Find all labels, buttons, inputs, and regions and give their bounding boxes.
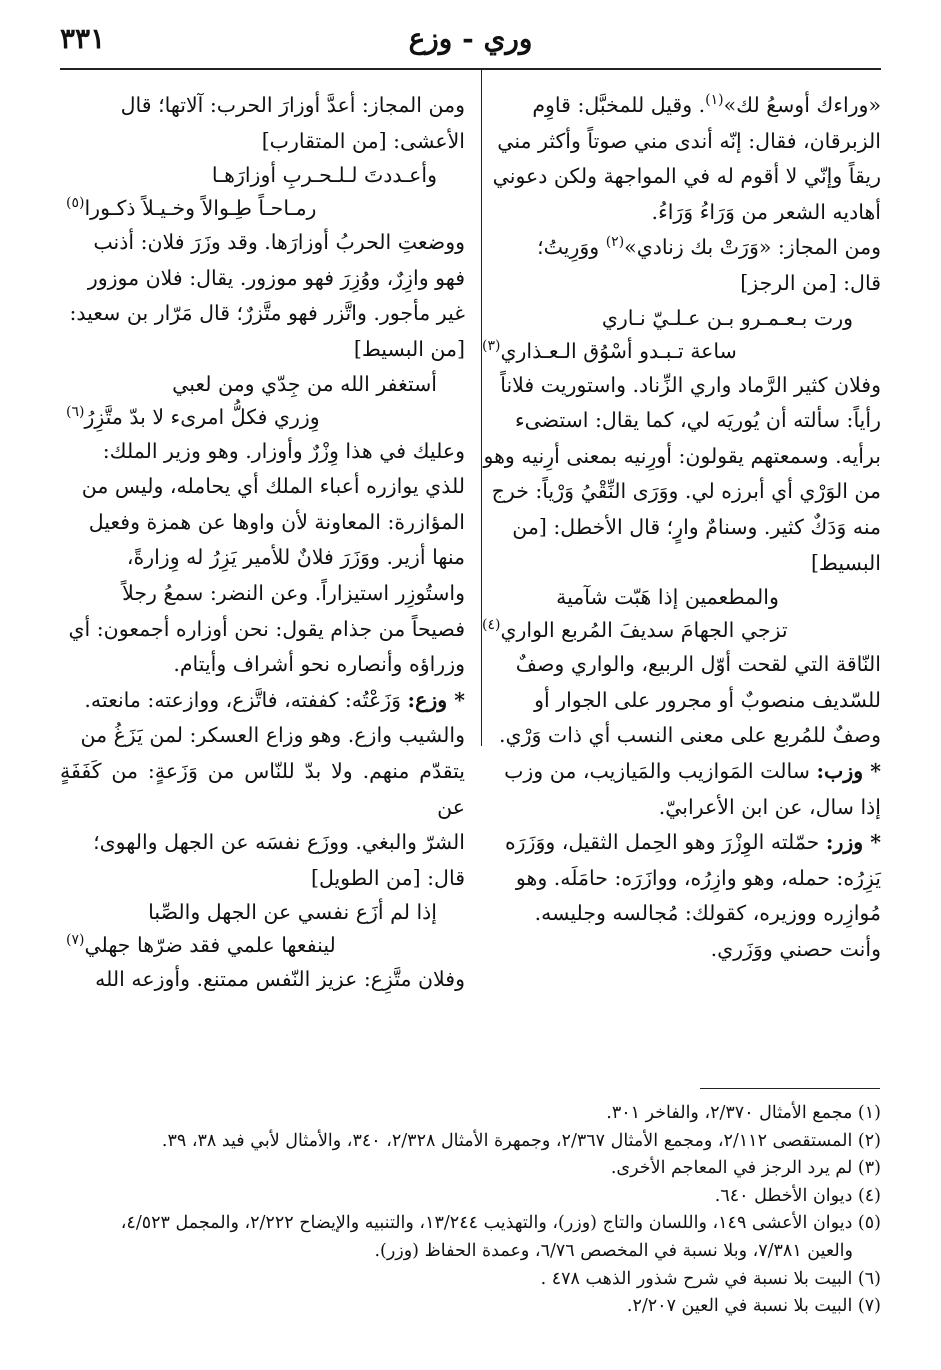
text-line — [60, 825, 465, 861]
text-line — [60, 683, 465, 719]
text-line — [476, 474, 881, 510]
line-text: المؤازرة: المعاونة لأن واوها عن همزة وفعيل — [88, 509, 465, 534]
text-line — [476, 647, 881, 683]
line-text: والمطعمين إذا هَبّت شآمية — [556, 585, 779, 610]
verse-line — [482, 581, 853, 614]
text-line — [476, 510, 881, 546]
line-text: وعليك في هذا وِزْرٌ وأوزار. وهو وزير الملك: — [102, 438, 465, 463]
line-text: ومن المجاز: أعدَّ أوزارَ الحرب: آلاتها؛ قال — [120, 93, 465, 117]
line-text: وصفٌ للمُربع على معنى النسب أي ذات وَرْي. — [499, 723, 881, 748]
line-text: فهو وازِرٌ، ووُزِرَ فهو موزور. يقال: فلان موزور — [87, 265, 465, 290]
text-line — [60, 718, 465, 754]
footnote: (٦) البيت بلا نسبة في شرح شذور الذهب ٤٧٨ . — [540, 1268, 881, 1289]
line-text: رمـاحـاً طِـوالاً وخـيـلاً ذكـورا — [84, 196, 317, 221]
text-line — [60, 612, 465, 648]
text-line — [476, 195, 881, 231]
line-text: للسّديف منصوبٌ أو مجرور على الجوار أو — [534, 687, 881, 712]
entry-headword: * وزب: — [816, 758, 881, 783]
line-text: أستغفر الله من جِدّي ومن لعبي — [172, 371, 437, 396]
line-text-continued: . وقيل للمخبَّل: قاوِم — [532, 93, 706, 117]
text-line — [60, 88, 465, 124]
line-text: برأيه. وسمعتهم يقولون: أورِنيه بمعنى أرِنيه وهو — [483, 443, 881, 468]
line-text-continued: ووَرِيتُ؛ — [537, 235, 606, 260]
text-line — [476, 861, 881, 897]
line-text: حمّلته الوِزْرَ وهو الحِمل الثقيل، ووَزَرَه — [504, 830, 826, 855]
line-text: الزبرقان، فقال: إنّه أندى مني صوتاً وأكثر مني — [497, 128, 881, 153]
verse-line — [66, 929, 437, 962]
line-text: الشرّ والبغي. ووزَع نفسَه عن الجهل والهوى؛ — [93, 830, 465, 855]
text-line — [60, 225, 465, 261]
line-text: من الوَرْي أي أبرزه لي. ووَرَى النِّقْيُ وَرْياً: خرج — [491, 479, 881, 504]
line-text: ورت بـعـمـرو بـن عـلـيّ نـاري — [601, 305, 853, 330]
text-line — [60, 469, 465, 505]
page-header — [60, 22, 881, 64]
line-text: وِزري فكلُّ امرىء لا بدّ متَّزِرُ — [84, 404, 320, 429]
footnote-rule — [700, 1088, 880, 1089]
line-text: للذي يوازره أعباء الملك أي يحامله، وليس من — [81, 474, 465, 499]
line-text: إذا لم أزَع نفسي عن الجهل والصِّبا — [148, 900, 437, 925]
line-text: يَزِرُه: حمله، وهو وازِرُه، ووازَرَه: حامَلَه. وهو — [515, 865, 881, 890]
line-text: يتقدّم منهم. ولا بدّ للنّاس من وَزَعةٍ: من كَفَفَةٍ عن — [60, 758, 465, 819]
text-line — [476, 896, 881, 932]
footnote-marker: (٣) — [482, 337, 501, 354]
text-line — [476, 439, 881, 475]
text-line — [60, 296, 465, 332]
verse-line — [66, 368, 437, 401]
footnote: (٢) المستقصى ٢/١١٢، ومجمع الأمثال ٢/٣٦٧، وجمهرة الأمثال ٢/٣٢٨، ٣٤٠، والأمثال لأبي فيد ٣٨، ٣٩. — [161, 1130, 881, 1151]
text-line — [60, 754, 465, 825]
line-text: قال: [من الطويل] — [310, 865, 465, 890]
verse-line — [482, 335, 853, 368]
line-text: مُوازِره ووزيره، كقولك: مُجالسه وجليسه. — [534, 901, 881, 926]
header-rule — [60, 68, 881, 70]
text-line — [476, 718, 881, 754]
text-line — [476, 88, 881, 124]
verse-line — [66, 192, 437, 225]
line-text: غير مأجور. واتَّزر فهو متَّزرٌ؛ قال مَرّار بن سعيد: — [69, 301, 465, 326]
line-text: ووضعتِ الحربُ أوزارَها. وقد وزَرَ فلان: أذنب — [93, 230, 465, 255]
line-text: النّاقة التي لقحت أوّل الربيع، والواري وصفٌ — [515, 652, 881, 677]
line-text: واستُوزِر استيزاراً. وعن النضر: سمعُ رجلاً — [122, 580, 465, 605]
text-line — [60, 505, 465, 541]
line-text: «وراءك أوسعُ لك» — [723, 93, 881, 117]
line-text: منه وَدَكٌ كثير. وسنامٌ وارٍ؛ قال الأخطل: [من — [512, 514, 881, 539]
text-line — [60, 540, 465, 576]
line-text: وفلان كثير الرَّماد واري الزِّناد. واستوريت فلاناً — [500, 372, 881, 397]
text-line — [60, 434, 465, 470]
footnote: (٧) البيت بلا نسبة في العين ٢/٢٠٧. — [626, 1296, 881, 1317]
line-text: سالت المَوازيب والمَيازيب، من وزب — [504, 758, 817, 783]
footnote: (٥) ديوان الأعشى ١٤٩، واللسان والتاج (وزر)، والتهذيب ١٣/٢٤٤، والتنبيه والإيضاح ٢/٢٢٢، والمجمل ٤/٥٢٣، — [120, 1213, 881, 1234]
right-column — [476, 88, 881, 967]
line-text: تزجي الجهامَ سديفَ المُربع الواري — [500, 618, 788, 643]
page-number: ٣٣١ — [60, 22, 106, 55]
text-line — [60, 261, 465, 297]
verse-line — [482, 302, 853, 335]
text-line — [476, 754, 881, 790]
verse-line — [66, 159, 437, 192]
line-text: البسيط] — [810, 550, 881, 575]
line-text: رأياً: سألته أن يُوريَه لي، كما يقال: استضىء — [514, 408, 881, 433]
left-column — [60, 88, 465, 998]
line-text: وأنت حصني ووَزَري. — [710, 936, 881, 961]
line-text: [من البسيط] — [353, 336, 465, 361]
line-text: وأعـددتَ لـلـحـربِ أوزارَهـا — [211, 163, 437, 188]
footnote-marker: (١) — [705, 92, 724, 109]
line-text: إذا سال، عن ابن الأعرابيّ. — [658, 794, 881, 819]
text-line — [476, 546, 881, 582]
line-text: ريقاً وإنّي لا أقوم له في المواجهة ولكن دعوني — [492, 164, 881, 189]
footnote-marker: (٢) — [605, 234, 625, 251]
footnote-marker: (٤) — [482, 617, 501, 634]
footnote-marker: (٦) — [66, 403, 85, 420]
footnote: (٣) لم يرد الرجز في المعاجم الأخرى. — [610, 1158, 881, 1179]
footnote-marker: (٧) — [66, 932, 85, 949]
text-line — [476, 790, 881, 826]
line-text: ساعة تـبـدو أسْوُق الـعـذاري — [500, 338, 737, 363]
text-line — [476, 159, 881, 195]
verse-line — [66, 896, 437, 929]
footnotes — [70, 1100, 881, 1321]
line-text: فصيحاً من جذام يقول: نحن أوزاره أجمعون: أي — [68, 616, 465, 641]
text-line — [60, 861, 465, 897]
text-line — [476, 124, 881, 160]
verse-line — [482, 614, 853, 647]
line-text: لينفعها علمي فقد ضرّها جهلي — [84, 933, 336, 958]
text-line — [476, 683, 881, 719]
text-line — [60, 124, 465, 160]
footnote: (١) مجمع الأمثال ٢/٣٧٠، والفاخر ٣٠١. — [606, 1103, 881, 1123]
line-text: الأعشى: [من المتقارب] — [261, 128, 465, 153]
text-line — [476, 403, 881, 439]
text-line — [476, 825, 881, 861]
footnote: والعين ٧/٣٨١، وبلا نسبة في المخصص ٦/٧٦، وعمدة الحفاظ (وزر). — [374, 1240, 853, 1261]
line-text: ومن المجاز: «وَرَتْ بك زنادي» — [624, 235, 881, 260]
footnote: (٤) ديوان الأخطل ٦٤٠. — [714, 1185, 881, 1206]
text-line — [476, 932, 881, 968]
line-text: والشيب وازع. وهو وزاع العسكر: لمن يَزَغُ من — [80, 723, 465, 748]
verse-line — [66, 401, 437, 434]
text-line — [476, 230, 881, 266]
running-head: وري - وزع — [408, 22, 533, 55]
entry-headword: * وزع: — [407, 687, 465, 712]
line-text: وفلان متَّزِع: عزيز النّفس ممتنع. وأوزعه الله — [95, 967, 465, 992]
text-line — [60, 332, 465, 368]
text-line — [476, 266, 881, 302]
line-text: قال: [من الرجز] — [740, 270, 881, 295]
text-line — [60, 647, 465, 683]
footnote-marker: (٥) — [66, 195, 85, 212]
line-text: أهاديه الشعر من وَرَاءُ وَرَاءُ. — [651, 199, 881, 224]
line-text: وزراؤه وأنصاره نحو أشراف وأيتام. — [173, 652, 465, 677]
entry-headword: * وزر: — [825, 830, 881, 855]
line-text: منها أزير. ووَزَرَ فلانٌ للأمير يَزِرُ له وِزارةً، — [126, 545, 465, 570]
text-line — [476, 368, 881, 404]
line-text: وَزَعْتُه: كففته، فاتَّزع، ووازعته: مانعته. — [84, 687, 408, 712]
text-line — [60, 576, 465, 612]
text-line — [60, 962, 465, 998]
